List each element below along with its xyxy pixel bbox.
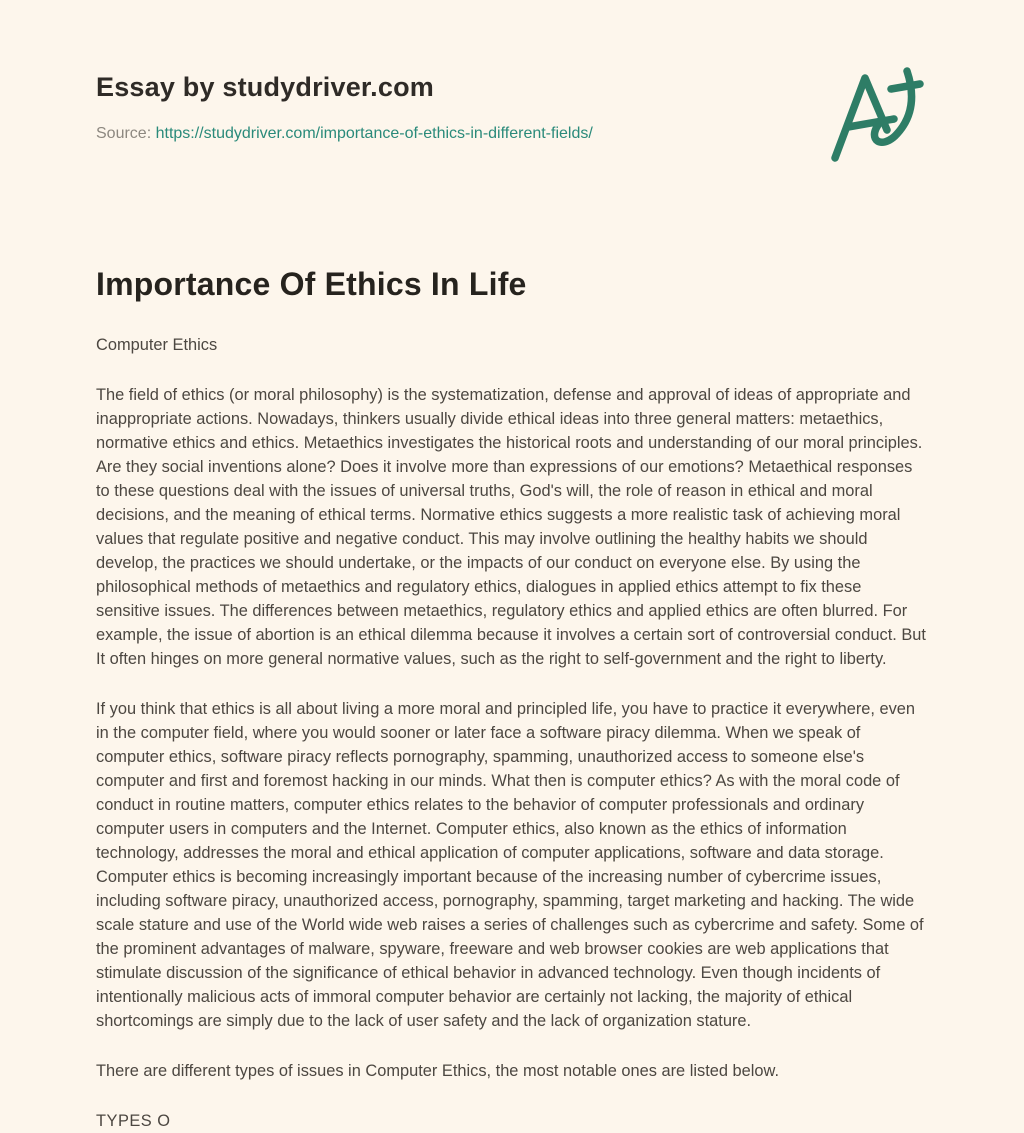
essay-paragraph: There are different types of issues in Computer Ethics, the most notable ones are listed below. xyxy=(96,1062,780,1080)
essay-paragraph-truncated-heading: TYPES O xyxy=(96,1112,171,1130)
source-label: Source: xyxy=(96,125,152,142)
header-text-block xyxy=(96,72,593,143)
essay-paragraph: If you think that ethics is all about living a more moral and principled life, you have to practice it everywhere, even in the computer field, where you would sooner or later face a software piracy dilemma. When we speak of computer ethics, software piracy reflects pornography, spamming, unauthorized access to someone else's computer and first and foremost hacking in our minds. What then is computer ethics? As with the moral code of conduct in routine matters, computer ethics relates to the behavior of computer professionals and ordinary computer users in computers and the Internet. Computer ethics, also known as the ethics of information technology, addresses the moral and ethical application of computer applications, software and data storage. Computer ethics is becoming increasingly important because of the increasing number of cybercrime issues, including software piracy, unauthorized access, pornography, spamming, target marketing and hacking. The wide scale stature and use of the World wide web raises a series of challenges such as cybercrime and safety. Some of the prominent advantages of malware, spyware, freeware and web browser cookies are web applications that stimulate discussion of the significance of ethical behavior in advanced technology. Even though incidents of intentionally malicious acts of immoral computer behavior are certainly not lacking, the majority of ethical shortcomings are simply due to the lack of user safety and the lack of organization stature. xyxy=(96,700,924,1030)
essay-paragraph-subtitle: Computer Ethics xyxy=(96,336,218,354)
essay-body xyxy=(96,333,928,1133)
a-plus-logo-icon xyxy=(828,64,928,166)
page-header xyxy=(96,72,928,166)
source-url-link[interactable]: https://studydriver.com/importance-of-ethics-in-different-fields/ xyxy=(155,125,593,142)
essay-paragraph: The field of ethics (or moral philosophy) is the systematization, defense and approval of ideas of appropriate and inappropriate actions. Nowadays, thinkers usually divide ethical ideas into three general matters: metaethics, normative ethics and ethics. Metaethics investigates the historical roots and understanding of our moral principles. Are they social inventions alone? Does it involve more than expressions of our emotions? Metaethical responses to these questions deal with the issues of universal truths, God's will, the role of reason in ethical and moral decisions, and the meaning of ethical terms. Normative ethics suggests a more realistic task of achieving moral values that regulate positive and negative conduct. This may involve outlining the healthy habits we should develop, the practices we should undertake, or the impacts of our conduct on everyone else. By using the philosophical methods of metaethics and regulatory ethics, dialogues in applied ethics attempt to fix these sensitive issues. The differences between metaethics, regulatory ethics and applied ethics are often blurred. For example, the issue of abortion is an ethical dilemma because it involves a certain sort of controversial conduct. But It often hinges on more general normative values, such as the right to self-government and the right to liberty. xyxy=(96,386,926,668)
source-line xyxy=(96,125,593,143)
site-title: Essay by studydriver.com xyxy=(96,72,434,102)
document-title: Importance Of Ethics In Life xyxy=(96,266,527,302)
